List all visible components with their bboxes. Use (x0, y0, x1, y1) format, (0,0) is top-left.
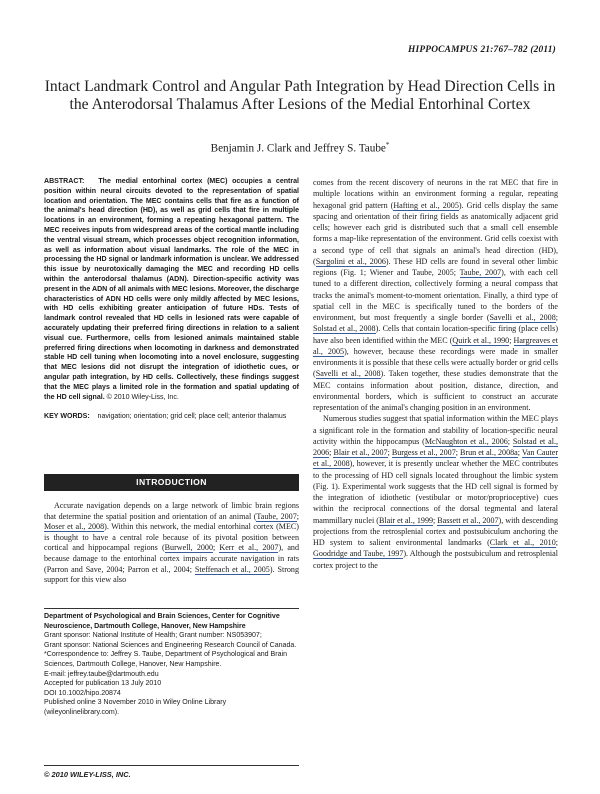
citation-link[interactable]: Blair et al., 1999 (378, 515, 434, 525)
citation-link[interactable]: Bassett et al., 2007 (437, 515, 499, 525)
abstract-label: ABSTRACT: (44, 178, 85, 185)
body-text: ). Grid cells display the same spacing and orientation of their firing fields as anatomically adjacent grid cells; however each grid is distributed such that a small cell ensemble forms a map-like representation of the environment. Grid cells coexist with a second type of cell that signals an animal's head direction (HD), ( (313, 200, 558, 266)
intro-paragraph (44, 501, 299, 586)
body-text: ), however, because these recordings were made in smaller environments it is possible that these cells were actually border or grid cells ( (313, 346, 558, 379)
correspondence: *Correspondence to: Jeffrey S. Taube, Department of Psychological and Brain Sciences, Dartmouth College, Hanover, New Hampshire. (44, 651, 287, 668)
body-right-column (313, 177, 558, 571)
affiliation-dept: Department of Psychological and Brain Sciences, Center for Cognitive Neuroscience, Dartmouth College, Hanover, New Hampshire (44, 613, 280, 630)
citation-link[interactable]: Hargreaves et al., 2005 (313, 335, 559, 356)
citation-link[interactable]: Burwell, 2000 (164, 543, 213, 553)
body-text: Numerous studies suggest that spatial information within the MEC plays a significant role in the formation and stability of location-specific neural activity within the hippocampus ( (313, 414, 558, 446)
accepted-date: Accepted for publication 13 July 2010 (44, 680, 162, 688)
footer-copyright: © 2010 WILEY-LISS, INC. (44, 770, 131, 779)
citation-link[interactable]: Solstad et al., 2006 (313, 436, 558, 457)
citation-link[interactable]: Goodridge and Taube, 1997 (313, 549, 404, 559)
body-text: ). Within this network, the medial entorhinal cortex (MEC) is thought to have a central role because of its pivotal position between cortical and hippocampal regions ( (44, 522, 299, 553)
citation-link[interactable]: Kerr et al., 2007 (219, 543, 279, 553)
body-text: ). Although the postsubiculum and retrosplenial cortex project to the (313, 549, 558, 570)
citation-link[interactable]: Burgess et al., 2007 (391, 448, 456, 457)
body-text: ; (555, 313, 558, 322)
body-text: ; (213, 543, 220, 553)
abstract-copyright: © 2010 Wiley-Liss, Inc. (106, 393, 179, 401)
body-text: ; (387, 448, 392, 457)
keywords-text: navigation; orientation; grid cell; place cell; anterior thalamus (97, 413, 287, 421)
body-text: ; (555, 538, 558, 547)
section-heading: INTRODUCTION (44, 474, 299, 491)
body-text: ; (455, 448, 461, 457)
body-text: ). These HD cells are found in several other limbic regions (Fig. 1; Wiener and Taube, 2005; (313, 256, 558, 277)
journal-header: HIPPOCAMPUS 21:767–782 (2011) (408, 45, 556, 55)
grant-2: Grant sponsor: National Sciences and Engineering Research Council of Canada. (44, 641, 297, 649)
body-text: ), however, it is presently unclear whether the MEC contributes to the processing of HD cell signals located throughout the limbic system (Fig. 1). Experimental work suggests that the HD cell signal is formed by the integration of idiothetic (vestibular or motor/proprioceptive) cues within the reciprocal connections of the dorsal tegmental and lateral mammillary nuclei ( (313, 459, 558, 525)
body-text: ; (507, 436, 513, 446)
body-text: ). Cells that contain location-specific firing (place cells) have also been identified within the MEC ( (313, 324, 559, 345)
article-title: Intact Landmark Control and Angular Path Integration by Head Direction Cells in the Anterodorsal Thalamus After Lesions of the Medial Entorhinal Cortex (44, 78, 556, 113)
author-line (40, 141, 560, 155)
citation-link[interactable]: Moser et al., 2008 (44, 522, 105, 532)
citation-link[interactable]: Clark et al., 2010 (489, 538, 556, 547)
abstract (44, 177, 299, 402)
body-paragraph (313, 413, 558, 571)
keywords-label: KEY WORDS: (44, 413, 90, 421)
abstract-text: The medial entorhinal cortex (MEC) occupies a central position within neural circuits devoted to the representation of spatial location and orientation. The MEC contains cells that fire as a function of the animal's head direction (HD), as well as grid cells that fire in multiple locations in an environment, forming a repeating hexagonal pattern. The MEC receives inputs from widespread areas of the cortical mantle including the ventral visual stream, which processes object recognition information, as well as information about visual landmarks. The role of the MEC in processing the HD signal or landmark information is unclear. We addressed this issue by neurotoxically damaging the MEC and recording HD cells within the anterodorsal thalamus (ADN). Direction-specific activity was present in the ADN of all animals with MEC lesions. Moreover, the discharge characteristics of ADN HD cells were only mildly affected by MEC lesions, with HD cells exhibiting greater anticipation of future HDs. Tests of landmark control revealed that HD cells in lesioned rats were capable of accurately updating their preferred firing directions in relation to a salient visual cue. Furthermore, cells from lesioned animals maintained stable preferred firing directions when locomoting in darkness and demonstrated stable HD cell tuning when locomoting into a novel enclosure, suggesting that MEC lesions did not disrupt the integration of idiothetic cues, or angular path integration, by HD cells. Collectively, these findings suggest that the MEC plays a limited role in the formation and spatial updating of the HD cell signal. (44, 178, 300, 401)
author-names: Benjamin J. Clark and Jeffrey S. Taube (210, 142, 386, 155)
body-text: ; (296, 511, 299, 521)
body-paragraph (313, 177, 558, 413)
citation-link[interactable]: Van Cauter et al., 2008 (313, 448, 559, 469)
body-text: ; (433, 515, 438, 525)
keywords (44, 412, 299, 422)
citation-link[interactable]: Taube, 2007 (459, 268, 502, 277)
citation-link[interactable]: Taube, 2007 (256, 511, 297, 521)
body-text: ; (329, 448, 334, 457)
grant-1: Grant sponsor: National Institute of Health; Grant number: NS053907; (44, 632, 262, 640)
body-text: Accurate navigation depends on a large network of limbic brain regions that determine the spatial position and orientation of an animal ( (44, 501, 299, 521)
citation-link[interactable]: Brun et al., 2008a (460, 448, 518, 457)
citation-link[interactable]: Savelli et al., 2008 (489, 313, 556, 322)
copyright-divider (44, 765, 299, 766)
affiliation-block (44, 612, 299, 718)
body-text: ). Taken together, these studies demonstrate that the MEC contains information about position, distance, direction, and environmental borders, which is sufficient to construct an accurate representation of the animal's changing position in an environment. (313, 369, 558, 412)
body-text: ). Strong support for this view also (44, 564, 300, 585)
body-text: ), and because damage to the entorhinal cortex impairs accurate navigation in rats (Parron and Save, 2004; Parron et al., 2004; (44, 543, 299, 574)
corresponding-author-mark: * (385, 141, 390, 149)
citation-link[interactable]: Quirk et al., 1990 (452, 335, 510, 345)
abstract-block (44, 177, 299, 422)
citation-link[interactable]: Blair et al., 2007 (333, 448, 388, 457)
citation-link[interactable]: Sargolini et al., 2006 (315, 256, 386, 266)
footnote-divider (44, 608, 299, 609)
citation-link[interactable]: Savelli et al., 2008 (315, 369, 381, 379)
email: E-mail: jeffrey.taube@dartmouth.edu (44, 670, 159, 678)
body-text: ), with descending projections from the retrosplenial cortex and postsubiculum anchoring the HD system to salient environmental landmarks ( (313, 515, 558, 547)
citation-link[interactable]: Steffenach et al., 2005 (194, 564, 270, 574)
citation-link[interactable]: Solstad et al., 2008 (313, 324, 376, 334)
citation-link[interactable]: Hafting et al., 2005 (393, 200, 459, 210)
published-online: Published online 3 November 2010 in Wiley Online Library (wileyonlinelibrary.com). (44, 699, 227, 716)
body-text: comes from the recent discovery of neurons in the rat MEC that fire in multiple locations within an environment forming a regular, repeating hexagonal grid pattern ( (313, 178, 558, 210)
doi: DOI 10.1002/hipo.20874 (44, 689, 121, 697)
citation-link[interactable]: McNaughton et al., 2006 (424, 436, 508, 446)
body-text: ), with each cell tuned to a different direction, collectively forming a neural compass that tracks the animal's moment-to-moment orientation. Finally, a third type of spatial cell in the MEC is specifically tuned to the borders of the environment, but most frequently a single border ( (313, 268, 558, 322)
body-text: ; (517, 448, 522, 457)
body-text: ; (509, 335, 514, 345)
